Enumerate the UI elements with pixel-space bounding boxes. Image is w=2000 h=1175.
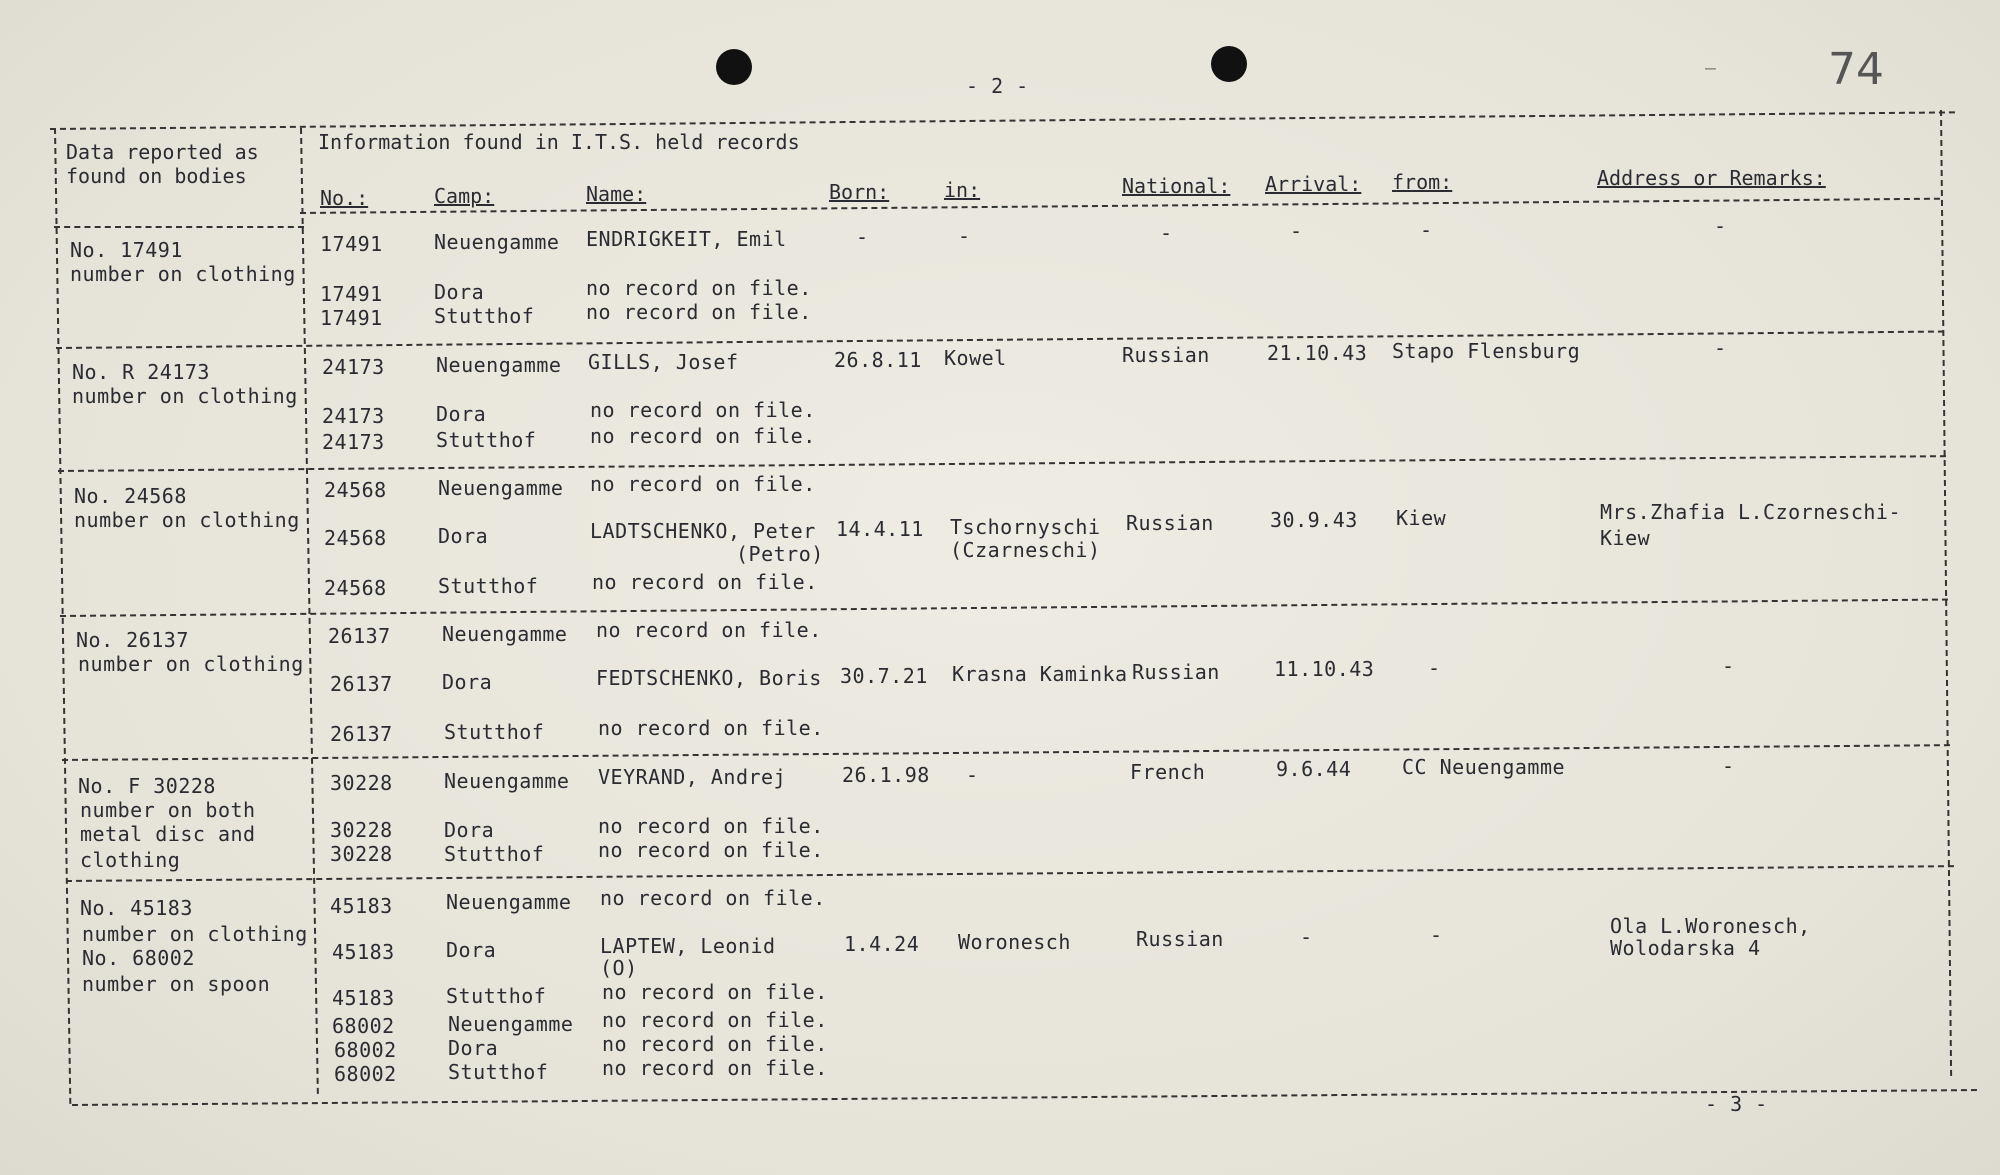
record-birthplace: Tschornyschi (950, 515, 1101, 539)
record-arrival: 21.10.43 (1267, 341, 1368, 365)
record-camp: Dora (446, 938, 497, 962)
record-birthplace: Kowel (944, 346, 1007, 370)
record-name: GILLS, Josef (588, 350, 739, 374)
record-no: 17491 (320, 282, 383, 306)
record-camp: Dora (438, 524, 489, 548)
group-separator (58, 455, 1946, 472)
column-header-name: Name: (586, 182, 647, 206)
record-name: no record on file. (598, 814, 824, 838)
record-born: 1.4.24 (844, 932, 920, 956)
record-camp: Stutthof (448, 1060, 549, 1084)
record-no: 30228 (330, 818, 393, 842)
record-name: ENDRIGKEIT, Emil (586, 227, 787, 251)
record-from: - (1430, 923, 1443, 947)
stamp-mark: — (1705, 58, 1716, 79)
record-camp: Stutthof (434, 304, 535, 328)
record-name: LAPTEW, Leonid (600, 934, 776, 958)
record-camp: Neuengamme (446, 890, 572, 914)
record-arrival: 30.9.43 (1270, 508, 1358, 532)
record-name: no record on file. (596, 618, 822, 642)
record-remarks: Ola L.Woronesch, (1610, 914, 1811, 938)
record-name: no record on file. (600, 886, 826, 910)
record-camp: Neuengamme (442, 622, 568, 646)
record-remarks: Mrs.Zhafia L.Czorneschi- (1600, 500, 1901, 524)
page-number: 74 (1828, 44, 1884, 95)
record-remarks: - (1714, 336, 1727, 360)
record-camp: Neuengamme (448, 1012, 574, 1036)
column-header-remarks: Address or Remarks: (1597, 166, 1826, 190)
record-no: 68002 (332, 1014, 395, 1038)
record-born: 26.1.98 (842, 763, 930, 787)
left-header-title: Data reported as found on bodies (66, 140, 259, 188)
record-camp: Stutthof (438, 574, 539, 598)
record-name: no record on file. (598, 716, 824, 740)
record-remarks: - (1722, 654, 1735, 678)
record-name: no record on file. (602, 1008, 828, 1032)
reported-note: number on clothing (74, 508, 300, 532)
record-no: 30228 (330, 771, 393, 795)
right-header-title: Information found in I.T.S. held records (318, 130, 800, 154)
group-separator (54, 226, 304, 228)
record-remarks: - (1722, 754, 1735, 778)
record-from: Kiew (1396, 506, 1447, 530)
record-name: no record on file. (602, 1032, 828, 1056)
reported-note: number on clothing (70, 262, 296, 286)
record-no: 24173 (322, 404, 385, 428)
record-nationality: Russian (1136, 927, 1224, 951)
record-no: 24173 (322, 355, 385, 379)
record-no: 26137 (330, 672, 393, 696)
reported-number: No. R 24173 (72, 360, 210, 384)
record-no: 26137 (328, 624, 391, 648)
record-arrival: - (1290, 219, 1303, 243)
column-header-national: National: (1122, 174, 1231, 198)
record-birthplace: Woronesch (958, 930, 1071, 954)
punch-hole-right (1211, 46, 1247, 82)
reported-note: number on both (80, 798, 256, 822)
record-camp: Neuengamme (434, 230, 560, 254)
column-header-in: in: (944, 178, 981, 202)
record-camp: Dora (444, 818, 495, 842)
group-separator (62, 744, 1950, 761)
record-remarks: - (1714, 214, 1727, 238)
frame-bottom-line (72, 1089, 1977, 1106)
reported-number: No. 24568 (74, 484, 187, 508)
group-separator (60, 599, 1948, 617)
column-header-born: Born: (829, 180, 890, 204)
reported-note: clothing (80, 848, 181, 872)
record-name: no record on file. (592, 570, 818, 594)
record-no: 24568 (324, 576, 387, 600)
top-page-label: - 2 - (966, 74, 1029, 98)
punch-hole-left (716, 49, 752, 85)
reported-note: metal disc and (80, 822, 256, 846)
reported-note: number on spoon (82, 972, 271, 996)
record-no: 68002 (334, 1062, 397, 1086)
record-nationality: Russian (1132, 660, 1220, 684)
record-birthplace-alias: (Czarneschi) (950, 538, 1101, 562)
record-name: LADTSCHENKO, Peter (590, 519, 816, 543)
record-born: 30.7.21 (840, 664, 928, 688)
record-no: 30228 (330, 842, 393, 866)
record-from: - (1428, 656, 1441, 680)
record-camp: Dora (442, 670, 493, 694)
record-camp: Stutthof (444, 720, 545, 744)
record-camp: Stutthof (444, 842, 545, 866)
reported-number: No. F 30228 (78, 774, 216, 798)
record-name: FEDTSCHENKO, Boris (596, 666, 822, 690)
reported-note: number on clothing (72, 384, 298, 408)
record-camp: Neuengamme (436, 353, 562, 377)
record-name: no record on file. (590, 398, 816, 422)
record-name: no record on file. (590, 424, 816, 448)
header-divider (300, 198, 1940, 214)
record-from: Stapo Flensburg (1392, 339, 1581, 363)
column-header-camp: Camp: (434, 184, 495, 208)
record-no: 17491 (320, 306, 383, 330)
record-no: 17491 (320, 232, 383, 256)
column-header-from: from: (1392, 170, 1453, 194)
record-from: - (1420, 218, 1433, 242)
record-name-alias: (Petro) (736, 542, 824, 566)
reported-number: No. 68002 (82, 946, 195, 970)
record-name: no record on file. (590, 472, 816, 496)
column-header-arrival: Arrival: (1265, 172, 1362, 196)
record-no: 45183 (332, 986, 395, 1010)
record-birthplace: Krasna Kaminka (952, 662, 1128, 686)
record-name: no record on file. (602, 1056, 828, 1080)
reported-note: number on clothing (78, 652, 304, 676)
record-no: 68002 (334, 1038, 397, 1062)
record-camp: Dora (434, 280, 485, 304)
record-nationality: Russian (1122, 343, 1210, 367)
record-arrival: 11.10.43 (1274, 657, 1375, 681)
record-birthplace: - (958, 224, 971, 248)
record-remarks-line2: Wolodarska 4 (1610, 936, 1761, 960)
reported-number: No. 26137 (76, 628, 189, 652)
record-nationality: French (1130, 760, 1206, 784)
record-name: no record on file. (586, 276, 812, 300)
record-arrival: 9.6.44 (1276, 757, 1352, 781)
frame-top-line (50, 111, 1955, 130)
record-camp: Neuengamme (444, 769, 570, 793)
record-camp: Dora (436, 402, 487, 426)
column-header-no: No.: (320, 186, 369, 210)
record-born: - (856, 225, 869, 249)
record-camp: Neuengamme (438, 476, 564, 500)
bottom-page-label: - 3 - (1705, 1092, 1768, 1116)
record-no: 45183 (332, 940, 395, 964)
record-arrival: - (1300, 925, 1313, 949)
record-born: 26.8.11 (834, 348, 922, 372)
record-camp: Dora (448, 1036, 499, 1060)
column-divider (300, 128, 319, 1094)
record-camp: Stutthof (436, 428, 537, 452)
record-nationality: - (1160, 221, 1173, 245)
record-from: CC Neuengamme (1402, 755, 1566, 779)
record-no: 24568 (324, 478, 387, 502)
record-name: no record on file. (602, 980, 828, 1004)
record-no: 45183 (330, 894, 393, 918)
group-separator (66, 865, 1954, 882)
record-birthplace: - (966, 763, 979, 787)
reported-number: No. 45183 (80, 896, 193, 920)
record-name: VEYRAND, Andrej (598, 765, 787, 789)
frame-right-line (1940, 110, 1952, 1076)
record-no: 26137 (330, 722, 393, 746)
record-name: no record on file. (586, 300, 812, 324)
record-camp: Stutthof (446, 984, 547, 1008)
record-born: 14.4.11 (836, 517, 924, 541)
reported-number: No. 17491 (70, 238, 183, 262)
record-no: 24568 (324, 526, 387, 550)
record-name-alias: (O) (600, 956, 638, 980)
record-remarks-line2: Kiew (1600, 526, 1651, 550)
record-nationality: Russian (1126, 511, 1214, 535)
reported-note: number on clothing (82, 922, 308, 946)
record-name: no record on file. (598, 838, 824, 862)
record-no: 24173 (322, 430, 385, 454)
